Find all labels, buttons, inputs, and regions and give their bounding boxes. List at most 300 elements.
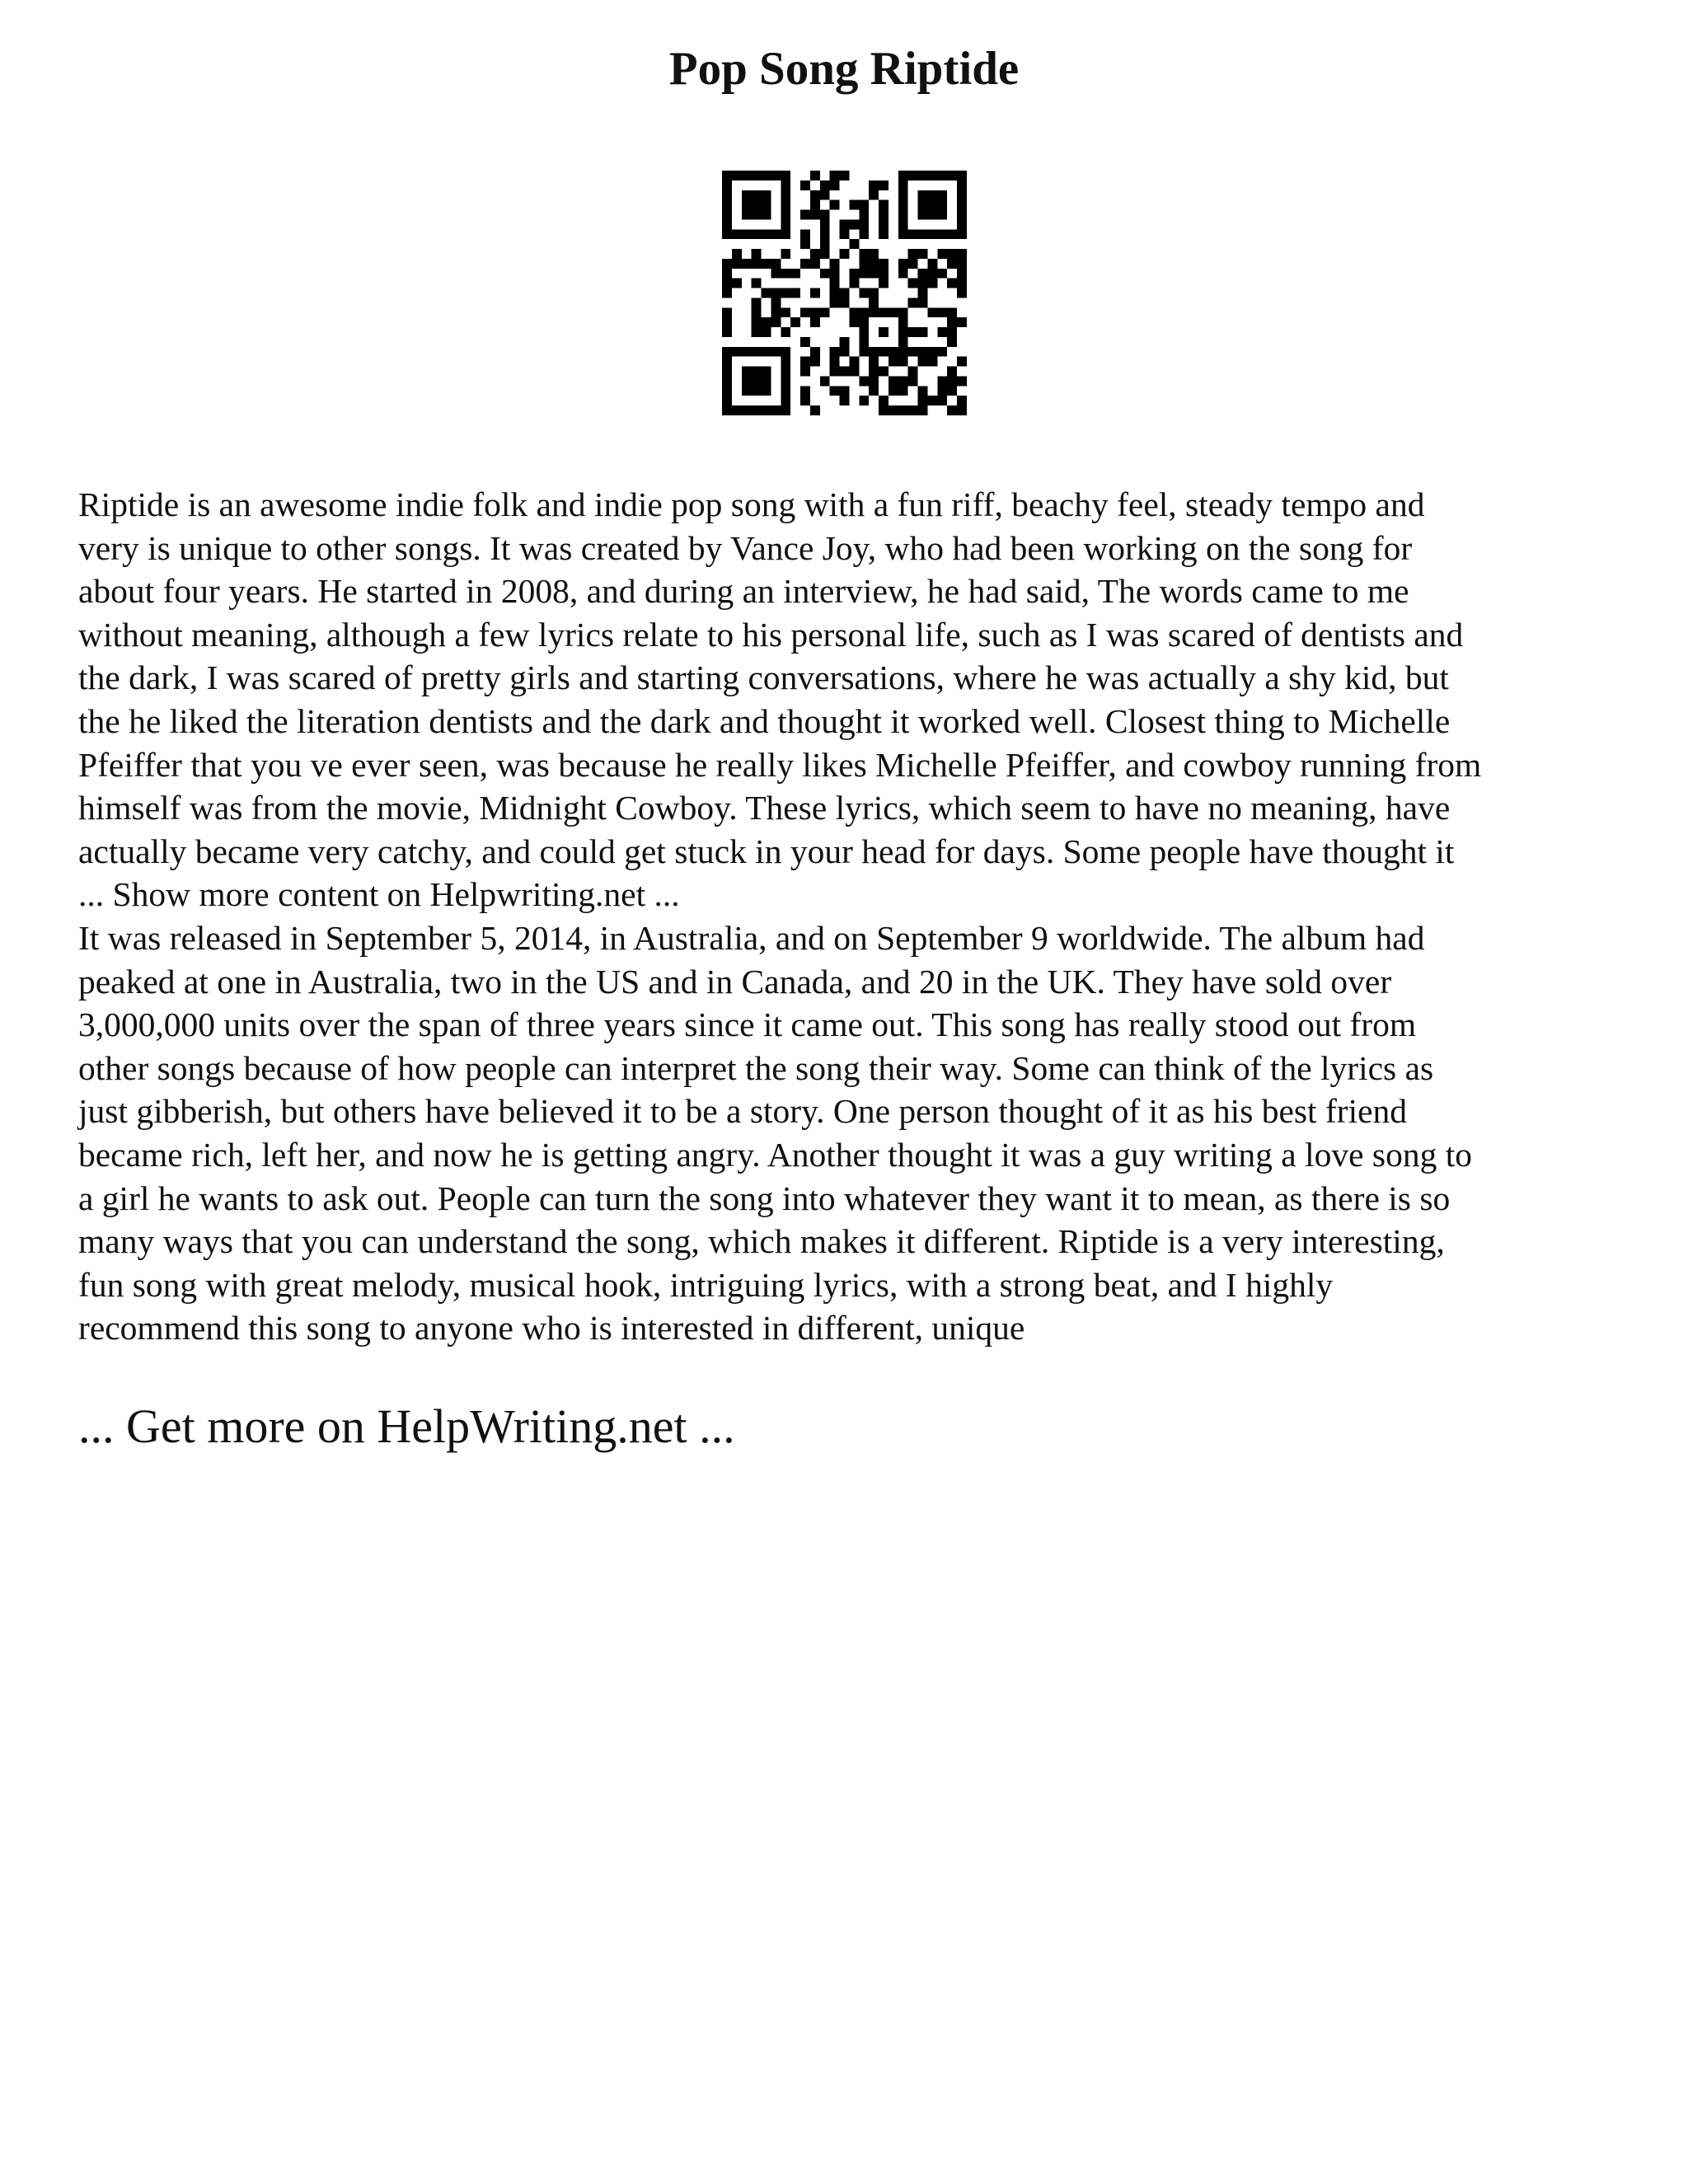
qr-module	[752, 327, 762, 337]
qr-module	[732, 405, 742, 415]
qr-module	[800, 259, 810, 269]
qr-module	[771, 317, 781, 327]
qr-module	[840, 298, 850, 307]
qr-module	[918, 347, 928, 357]
body-line: many ways that you can understand the song, which makes it different. Riptide is a very interesting,	[78, 1222, 1445, 1261]
qr-module	[918, 327, 928, 337]
qr-module	[937, 210, 947, 220]
qr-module	[898, 386, 908, 396]
qr-module	[722, 357, 732, 367]
qr-module	[732, 347, 742, 357]
qr-module	[898, 259, 908, 269]
get-more-link[interactable]: ... Get more on HelpWriting.net ...	[78, 1399, 735, 1453]
qr-module	[957, 180, 967, 190]
qr-module	[762, 327, 771, 337]
qr-module	[859, 307, 869, 317]
qr-module	[879, 405, 889, 415]
qr-module	[771, 307, 781, 317]
qr-module	[889, 405, 898, 415]
qr-module	[937, 376, 947, 386]
qr-module	[840, 229, 850, 239]
qr-module	[879, 307, 889, 317]
qr-module	[762, 171, 771, 180]
qr-module	[849, 269, 859, 279]
qr-module	[742, 259, 752, 269]
qr-module	[781, 229, 790, 239]
qr-code-icon	[722, 171, 967, 415]
qr-module	[898, 229, 908, 239]
qr-module	[947, 386, 957, 396]
qr-module	[927, 269, 937, 279]
qr-module	[820, 229, 830, 239]
qr-module	[781, 405, 790, 415]
qr-module	[840, 219, 850, 229]
qr-module	[722, 367, 732, 377]
qr-module	[869, 190, 879, 200]
qr-module	[898, 327, 908, 337]
qr-module	[722, 269, 732, 279]
qr-module	[957, 229, 967, 239]
qr-module	[781, 376, 790, 386]
qr-module	[879, 259, 889, 269]
qr-module	[810, 249, 820, 259]
qr-module	[800, 180, 810, 190]
qr-module	[898, 317, 908, 327]
qr-module	[752, 298, 762, 307]
qr-module	[830, 288, 840, 298]
qr-module	[869, 180, 879, 190]
qr-module	[820, 210, 830, 220]
qr-module	[762, 210, 771, 220]
qr-module	[820, 239, 830, 249]
qr-module	[869, 307, 879, 317]
qr-module	[937, 269, 947, 279]
qr-module	[722, 180, 732, 190]
qr-module	[722, 396, 732, 405]
qr-module	[781, 249, 790, 259]
qr-module	[771, 405, 781, 415]
qr-module	[849, 239, 859, 249]
qr-module	[752, 307, 762, 317]
qr-module	[830, 347, 840, 357]
qr-module	[898, 210, 908, 220]
qr-module	[771, 269, 781, 279]
qr-module	[879, 229, 889, 239]
qr-module	[790, 288, 800, 298]
qr-module	[927, 259, 937, 269]
qr-module	[840, 396, 850, 405]
qr-module	[908, 298, 918, 307]
qr-module	[957, 210, 967, 220]
qr-module	[869, 269, 879, 279]
qr-module	[918, 405, 928, 415]
qr-module	[937, 171, 947, 180]
qr-module	[820, 249, 830, 259]
qr-module	[800, 386, 810, 396]
qr-module	[957, 171, 967, 180]
qr-module	[820, 190, 830, 200]
qr-module	[898, 337, 908, 347]
qr-module	[957, 259, 967, 269]
qr-module	[898, 219, 908, 229]
qr-module	[781, 367, 790, 377]
qr-module	[957, 357, 967, 367]
qr-module	[732, 279, 742, 288]
qr-module	[732, 171, 742, 180]
qr-module	[879, 347, 889, 357]
qr-module	[722, 200, 732, 210]
qr-module	[879, 279, 889, 288]
qr-module	[742, 210, 752, 220]
qr-module	[722, 279, 732, 288]
qr-module	[869, 347, 879, 357]
qr-module	[937, 386, 947, 396]
qr-module	[742, 367, 752, 377]
qr-module	[947, 259, 957, 269]
qr-module	[810, 317, 820, 327]
qr-module	[732, 249, 742, 259]
qr-module	[859, 219, 869, 229]
body-line: other songs because of how people can interpret the song their way. Some can think of the lyrics as	[78, 1048, 1434, 1087]
qr-module	[918, 298, 928, 307]
qr-module	[840, 337, 850, 347]
qr-module	[810, 357, 820, 367]
qr-module	[722, 347, 732, 357]
qr-module	[771, 298, 781, 307]
qr-module	[781, 269, 790, 279]
qr-module	[752, 210, 762, 220]
qr-module	[742, 405, 752, 415]
qr-module	[957, 288, 967, 298]
qr-module	[762, 190, 771, 200]
qr-module	[937, 200, 947, 210]
qr-module	[947, 307, 957, 317]
qr-module	[752, 367, 762, 377]
qr-module	[800, 210, 810, 220]
body-line: the he liked the literation dentists and the dark and thought it worked well. Closest thing to Michelle	[78, 701, 1451, 740]
qr-module	[947, 337, 957, 347]
qr-module	[800, 239, 810, 249]
qr-module	[830, 367, 840, 377]
qr-module	[859, 327, 869, 337]
qr-module	[927, 347, 937, 357]
qr-module	[927, 307, 937, 317]
qr-module	[918, 249, 928, 259]
body-line: Pfeiffer that you ve ever seen, was because he really likes Michelle Pfeiffer, and cowboy running from	[78, 745, 1482, 784]
qr-module	[762, 386, 771, 396]
qr-module	[859, 200, 869, 210]
qr-module	[830, 298, 840, 307]
qr-module	[800, 307, 810, 317]
qr-module	[869, 249, 879, 259]
qr-module	[908, 171, 918, 180]
qr-module	[879, 269, 889, 279]
qr-module	[879, 396, 889, 405]
qr-module	[752, 376, 762, 386]
qr-module	[869, 367, 879, 377]
qr-module	[898, 376, 908, 386]
qr-module	[810, 307, 820, 317]
qr-module	[810, 347, 820, 357]
qr-module	[781, 288, 790, 298]
qr-module	[752, 279, 762, 288]
qr-module	[722, 210, 732, 220]
qr-module	[849, 200, 859, 210]
body-line: actually became very catchy, and could get stuck in your head for days. Some people have thought it	[78, 832, 1455, 870]
qr-module	[781, 347, 790, 357]
qr-module	[947, 229, 957, 239]
qr-module	[889, 347, 898, 357]
qr-module	[830, 171, 840, 180]
qr-module	[722, 376, 732, 386]
qr-module	[810, 210, 820, 220]
qr-module	[771, 229, 781, 239]
qr-module	[722, 386, 732, 396]
qr-module	[840, 347, 850, 357]
qr-module	[722, 307, 732, 317]
qr-module	[908, 367, 918, 377]
qr-module	[947, 279, 957, 288]
qr-module	[898, 200, 908, 210]
qr-module	[879, 200, 889, 210]
qr-module	[937, 190, 947, 200]
qr-module	[800, 396, 810, 405]
qr-module	[957, 317, 967, 327]
qr-module	[840, 288, 850, 298]
qr-module	[908, 279, 918, 288]
qr-module	[790, 317, 800, 327]
body-line: very is unique to other songs. It was created by Vance Joy, who had been working on the song for	[78, 528, 1413, 567]
qr-module	[869, 298, 879, 307]
qr-module	[722, 219, 732, 229]
article-body	[78, 483, 1628, 1350]
qr-module	[859, 317, 869, 327]
body-line: Riptide is an awesome indie folk and indie pop song with a fun riff, beachy feel, steady tempo and	[78, 485, 1425, 523]
qr-module	[771, 259, 781, 269]
qr-module	[859, 259, 869, 269]
body-line: peaked at one in Australia, two in the US and in Canada, and 20 in the UK. They have sold over	[78, 962, 1392, 1001]
body-line: about four years. He started in 2008, and during an interview, he had said, The words came to me	[78, 572, 1409, 611]
qr-module	[918, 288, 928, 298]
qr-module	[879, 180, 889, 190]
qr-module	[849, 307, 859, 317]
qr-module	[957, 200, 967, 210]
qr-module	[908, 347, 918, 357]
qr-module	[830, 200, 840, 210]
qr-module	[781, 180, 790, 190]
qr-module	[762, 376, 771, 386]
qr-module	[957, 190, 967, 200]
qr-module	[722, 288, 732, 298]
qr-module	[830, 357, 840, 367]
qr-module	[752, 405, 762, 415]
body-line: fun song with great melody, musical hook, intriguing lyrics, with a strong beat, and I highly	[78, 1265, 1334, 1304]
qr-module	[898, 171, 908, 180]
qr-module	[732, 259, 742, 269]
qr-module	[849, 367, 859, 377]
qr-module	[742, 190, 752, 200]
qr-module	[957, 405, 967, 415]
qr-module	[742, 229, 752, 239]
qr-module	[859, 376, 869, 386]
qr-module	[762, 317, 771, 327]
qr-module	[879, 210, 889, 220]
qr-module	[830, 269, 840, 279]
qr-module	[859, 229, 869, 239]
qr-module	[927, 200, 937, 210]
qr-module	[752, 200, 762, 210]
body-line: It was released in September 5, 2014, in Australia, and on September 9 worldwide. The album had	[78, 918, 1425, 957]
qr-module	[722, 327, 732, 337]
qr-module	[927, 210, 937, 220]
qr-module	[820, 219, 830, 229]
qr-module	[908, 327, 918, 337]
qr-module	[810, 200, 820, 210]
qr-module	[947, 405, 957, 415]
qr-module	[722, 229, 732, 239]
qr-module	[908, 405, 918, 415]
qr-module	[957, 279, 967, 288]
qr-module	[869, 288, 879, 298]
qr-module	[781, 190, 790, 200]
qr-module	[927, 279, 937, 288]
qr-module	[849, 219, 859, 229]
qr-module	[752, 347, 762, 357]
show-more-link[interactable]: ... Show more content on Helpwriting.net ...	[78, 875, 680, 914]
qr-module	[908, 259, 918, 269]
qr-module	[889, 357, 898, 367]
qr-module	[918, 269, 928, 279]
qr-module	[957, 249, 967, 259]
qr-module	[742, 171, 752, 180]
qr-module	[957, 396, 967, 405]
qr-module	[918, 190, 928, 200]
qr-module	[722, 190, 732, 200]
qr-module	[722, 171, 732, 180]
qr-module	[781, 219, 790, 229]
qr-module	[889, 386, 898, 396]
qr-module	[947, 317, 957, 327]
qr-module	[830, 279, 840, 288]
qr-module	[752, 386, 762, 396]
qr-module	[810, 405, 820, 415]
qr-module	[800, 229, 810, 239]
qr-module	[781, 396, 790, 405]
qr-module	[947, 367, 957, 377]
qr-module	[937, 249, 947, 259]
qr-module	[849, 317, 859, 327]
qr-module	[898, 269, 908, 279]
qr-module	[752, 229, 762, 239]
qr-module	[781, 327, 790, 337]
qr-module	[840, 386, 850, 396]
qr-module	[840, 171, 850, 180]
qr-module	[869, 386, 879, 396]
qr-module	[937, 327, 947, 337]
qr-module	[898, 190, 908, 200]
qr-module	[790, 269, 800, 279]
qr-module	[947, 327, 957, 337]
qr-module	[859, 249, 869, 259]
qr-module	[859, 396, 869, 405]
qr-module	[781, 210, 790, 220]
qr-module	[752, 317, 762, 327]
qr-module	[732, 229, 742, 239]
qr-module	[927, 357, 937, 367]
qr-module	[840, 367, 850, 377]
qr-module	[771, 288, 781, 298]
qr-module	[722, 405, 732, 415]
qr-module	[918, 200, 928, 210]
qr-module	[927, 229, 937, 239]
qr-module	[742, 386, 752, 396]
qr-module	[762, 229, 771, 239]
qr-module	[722, 259, 732, 269]
qr-module	[830, 259, 840, 269]
qr-module	[908, 229, 918, 239]
qr-module	[859, 269, 869, 279]
qr-module	[849, 357, 859, 367]
qr-module	[937, 347, 947, 357]
qr-module	[908, 249, 918, 259]
body-line: became rich, left her, and now he is getting angry. Another thought it was a guy writing a love song to	[78, 1135, 1472, 1174]
body-line: just gibberish, but others have believed it to be a story. One person thought of it as his best friend	[78, 1092, 1408, 1131]
qr-module	[879, 327, 889, 337]
qr-module	[957, 376, 967, 386]
qr-module	[859, 210, 869, 220]
qr-module	[937, 229, 947, 239]
qr-module	[918, 171, 928, 180]
body-line: without meaning, although a few lyrics relate to his personal life, such as I was scared of dentists and	[78, 615, 1464, 654]
qr-module	[908, 376, 918, 386]
qr-module	[927, 171, 937, 180]
qr-module	[810, 259, 820, 269]
qr-module	[947, 249, 957, 259]
qr-module	[869, 376, 879, 386]
qr-module	[859, 347, 869, 357]
qr-module	[752, 171, 762, 180]
qr-module	[898, 307, 908, 317]
qr-module	[742, 200, 752, 210]
qr-module	[898, 347, 908, 357]
qr-module	[820, 307, 830, 317]
qr-module	[810, 288, 820, 298]
qr-module	[889, 376, 898, 386]
qr-module	[918, 229, 928, 239]
qr-module	[781, 357, 790, 367]
qr-module	[898, 357, 908, 367]
qr-module	[898, 180, 908, 190]
body-line: the dark, I was scared of pretty girls and starting conversations, where he was actually a shy kid, but	[78, 658, 1449, 697]
qr-module	[781, 386, 790, 396]
qr-module	[869, 357, 879, 367]
qr-module	[762, 259, 771, 269]
qr-module	[879, 219, 889, 229]
qr-module	[752, 190, 762, 200]
qr-module	[859, 337, 869, 347]
qr-module	[947, 376, 957, 386]
qr-module	[762, 405, 771, 415]
qr-module	[810, 171, 820, 180]
qr-module	[800, 357, 810, 367]
qr-module	[781, 307, 790, 317]
body-line: a girl he wants to ask out. People can turn the song into whatever they want it to mean, as there is so	[78, 1179, 1451, 1217]
qr-module	[937, 396, 947, 405]
body-line: himself was from the movie, Midnight Cowboy. These lyrics, which seem to have no meaning, have	[78, 789, 1451, 827]
qr-module	[918, 396, 928, 405]
body-line: 3,000,000 units over the span of three years since it came out. This song has really stood out from	[78, 1005, 1417, 1044]
qr-module	[771, 171, 781, 180]
